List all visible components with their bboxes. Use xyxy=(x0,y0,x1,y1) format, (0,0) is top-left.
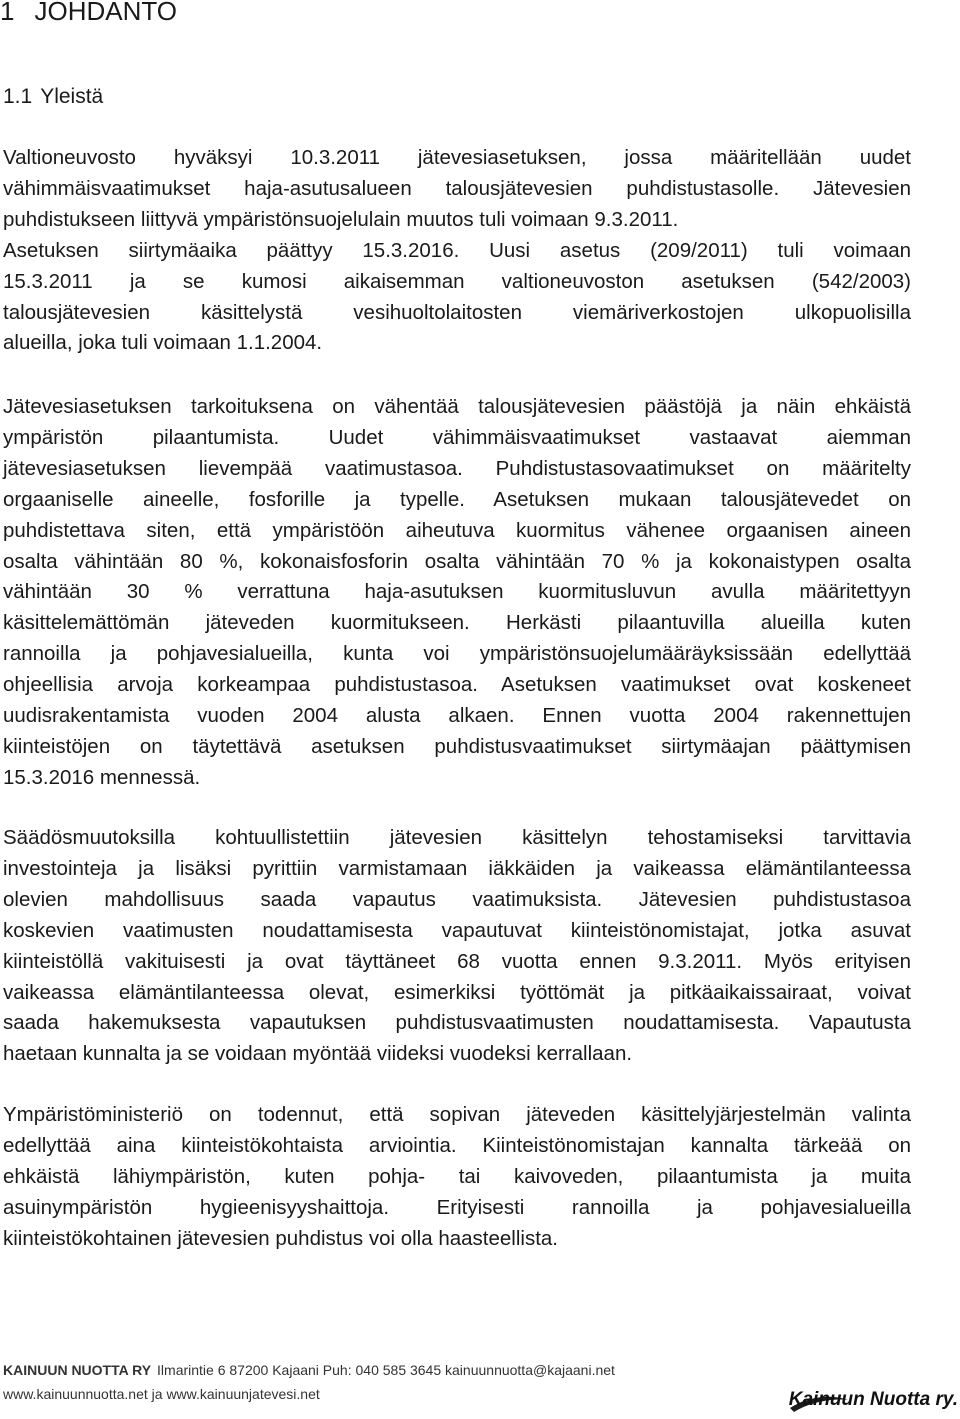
footer-contact-line xyxy=(3,1360,615,1380)
paragraph-1 xyxy=(3,143,911,359)
paragraph-line: vähimmäisvaatimukset haja-asutusalueen talousjätevesien puhdistustasolle. Jätevesien xyxy=(3,176,911,200)
paragraph-line: olevien mahdollisuus saada vapautus vaatimuksista. Jätevesien puhdistustasoa xyxy=(3,887,911,911)
paragraph-line: uudisrakentamista vuoden 2004 alusta alkaen. Ennen vuotta 2004 rakennettujen xyxy=(3,704,911,728)
paragraph-line: Valtioneuvosto hyväksyi 10.3.2011 jätevesiasetuksen, jossa määritellään uudet xyxy=(3,146,911,169)
paragraph-line: investointeja ja lisäksi pyrittiin varmistamaan iäkkäiden ja vaikeassa elämäntilanteessa xyxy=(3,856,911,880)
paragraph-line: 15.3.2016 mennessä. xyxy=(3,765,201,789)
paragraph-line: rannoilla ja pohjavesialueilla, kunta voi ympäristönsuojelumääräyksissään edellyttää xyxy=(3,642,911,666)
paragraph-line: alueilla, joka tuli voimaan 1.1.2004. xyxy=(3,331,323,355)
paragraph-line: Säädösmuutoksilla kohtuullistettiin jätevesien käsittelyn tehostamiseksi tarvittavia xyxy=(3,826,911,849)
paragraph-line: puhdistettava siten, että ympäristöön aiheutuva kuormitus vähenee orgaanisen aineen xyxy=(3,518,911,542)
paragraph-line: 15.3.2011 ja se kumosi aikaisemman valtioneuvoston asetuksen (542/2003) xyxy=(3,269,911,293)
paragraph-line: ympäristön pilaantumista. Uudet vähimmäisvaatimukset vastaavat aiemman xyxy=(3,425,911,449)
paragraph-line: edellyttää aina kiinteistökohtaista arviointia. Kiinteistönomistajan kannalta tärkeää on xyxy=(3,1133,911,1157)
chapter-heading xyxy=(0,0,177,28)
paragraph-line: puhdistukseen liittyvä ympäristönsuojelulain muutos tuli voimaan 9.3.2011. xyxy=(3,207,679,231)
footer-contact: Ilmarintie 6 87200 Kajaani Puh: 040 585 3645 kainuunnuotta@kajaani.net xyxy=(157,1362,615,1378)
paragraph-line: käsittelemättömän jäteveden kuormitukseen. Herkästi pilaantuvilla alueilla kuten xyxy=(3,611,911,635)
paragraph-line: jätevesiasetuksen lievempää vaatimustasoa. Puhdistustasovaatimukset on määritelty xyxy=(3,456,911,480)
section-number: 1.1 xyxy=(3,85,33,108)
paragraph-line: haetaan kunnalta ja se voidaan myöntää viideksi vuodeksi kerrallaan. xyxy=(3,1042,633,1066)
paragraph-line: talousjätevesien käsittelystä vesihuoltolaitosten viemäriverkostojen ulkopuolisilla xyxy=(3,300,911,324)
paragraph-line: Jätevesiasetuksen tarkoituksena on vähentää talousjätevesien päästöjä ja näin ehkäistä xyxy=(3,395,911,418)
paragraph-3 xyxy=(3,823,911,1070)
section-heading xyxy=(3,82,103,112)
paragraph-line: osalta vähintään 80 %, kokonaisfosforin osalta vähintään 70 % ja kokonaistypen osalta xyxy=(3,549,911,573)
paragraph-line: saada hakemuksesta vapautuksen puhdistusvaatimusten noudattamisesta. Vapautusta xyxy=(3,1011,911,1035)
paragraph-line: kiinteistöllä vakituisesti ja ovat täyttäneet 68 vuotta ennen 9.3.2011. Myös erityisen xyxy=(3,949,911,973)
logo-text: Kainuun Nuotta ry. xyxy=(788,1389,958,1410)
paragraph-2 xyxy=(3,392,911,794)
paragraph-line: ohjeellisia arvoja korkeampaa puhdistustasoa. Asetuksen vaatimukset ovat koskeneet xyxy=(3,673,911,697)
paragraph-line: orgaaniselle aineelle, fosforille ja typelle. Asetuksen mukaan talousjätevedet on xyxy=(3,487,911,511)
paragraph-line: kiinteistöjen on täytettävä asetuksen puhdistusvaatimukset siirtymäajan päättymisen xyxy=(3,734,911,758)
paragraph-line: ehkäistä lähiympäristön, kuten pohja- tai kaivoveden, pilaantumista ja muita xyxy=(3,1164,911,1188)
paragraph-line: koskevien vaatimusten noudattamisesta vapautuvat kiinteistönomistajat, jotka asuvat xyxy=(3,918,911,942)
footer-org-name: KAINUUN NUOTTA RY xyxy=(3,1362,152,1378)
paragraph-line: vähintään 30 % verrattuna haja-asutuksen kuormitusluvun avulla määritettyyn xyxy=(3,580,911,604)
chapter-number: 1 xyxy=(0,0,15,26)
paragraph-line: asuinympäristön hygieenisyyshaittoja. Erityisesti rannoilla ja pohjavesialueilla xyxy=(3,1195,911,1219)
paragraph-4 xyxy=(3,1100,911,1255)
kainuun-nuotta-logo xyxy=(788,1388,958,1416)
paragraph-line: Ympäristöministeriö on todennut, että sopivan jäteveden käsittelyjärjestelmän valinta xyxy=(3,1103,911,1126)
paragraph-line: vaikeassa elämäntilanteessa olevat, esimerkiksi työttömät ja pitkäaikaissairaat, voivat xyxy=(3,980,911,1004)
paragraph-line: kiinteistökohtainen jätevesien puhdistus voi olla haasteellista. xyxy=(3,1226,558,1250)
footer-websites: www.kainuunnuotta.net ja www.kainuunjatevesi.net xyxy=(3,1386,320,1402)
chapter-title: JOHDANTO xyxy=(34,0,177,26)
paragraph-line: Asetuksen siirtymäaika päättyy 15.3.2016. Uusi asetus (209/2011) tuli voimaan xyxy=(3,238,911,262)
page-footer xyxy=(3,1360,958,1416)
section-title: Yleistä xyxy=(40,85,104,108)
